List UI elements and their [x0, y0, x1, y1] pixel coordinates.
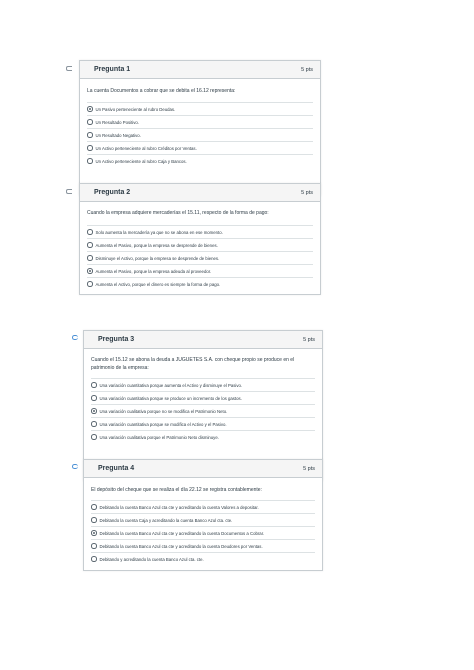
question-text: El depósito del cheque que se realiza el día 22.12 se registra contablemente: [91, 487, 262, 493]
answer-label: Debitando la cuenta Banco Azul cta cte y acreditando la cuenta Valores a depositar. [99, 504, 259, 510]
answer-label: Una variación cualitativa porque no se modifica el Patrimonio Neto. [99, 408, 228, 414]
question-text: La cuenta Documentos a cobrar que se debita el 16.12 representa: [87, 88, 236, 94]
question-card-2 [79, 183, 321, 295]
answer-label: Un Pasivo perteneciente al rubro Deudas. [95, 106, 176, 112]
flag-question-icon[interactable] [72, 464, 78, 469]
answer-label: Debitando la cuenta Banco Azul cta cte y acreditando la cuenta Documentos a Cobrar. [99, 530, 265, 536]
answer-option[interactable] [87, 102, 313, 115]
answer-label: Debitando la cuenta Caja y acreditando la cuenta Banco Azul cta. cte. [99, 517, 233, 523]
question-points: 5 pts [301, 189, 313, 196]
radio-button[interactable] [87, 255, 93, 261]
radio-button[interactable] [91, 530, 97, 536]
question-points: 5 pts [301, 66, 313, 73]
answer-option[interactable] [87, 154, 313, 167]
answer-option[interactable] [87, 238, 313, 251]
radio-button[interactable] [91, 395, 97, 401]
question-header [84, 460, 322, 478]
radio-button[interactable] [87, 132, 93, 138]
answer-option[interactable] [91, 539, 315, 552]
answer-option[interactable] [91, 430, 315, 443]
answer-option[interactable] [91, 404, 315, 417]
radio-button[interactable] [91, 504, 97, 510]
answer-label: Aumenta el Pasivo, porque la empresa se desprende de bienes. [95, 242, 218, 248]
radio-button[interactable] [87, 268, 93, 274]
answer-option[interactable] [87, 277, 313, 290]
radio-button[interactable] [87, 119, 93, 125]
question-points: 5 pts [303, 465, 315, 472]
answer-label: Un Activo perteneciente al rubro Caja y Bancos. [95, 158, 187, 164]
question-title: Pregunta 3 [98, 336, 135, 343]
question-text [91, 357, 294, 372]
answer-label: Un Resultado Negativo. [95, 132, 141, 138]
answer-option[interactable] [91, 500, 315, 513]
answer-option[interactable] [87, 225, 313, 238]
answer-label: Aumenta el Activo, porque el dinero es siempre la forma de pago. [95, 281, 221, 287]
radio-button[interactable] [87, 145, 93, 151]
question-header [80, 61, 320, 79]
radio-button[interactable] [87, 158, 93, 164]
question-title: Pregunta 4 [98, 465, 135, 472]
radio-button[interactable] [91, 543, 97, 549]
answer-label: Una variación cuantitativa porque se modifica el Activo y el Pasivo. [99, 421, 227, 427]
question-title: Pregunta 2 [94, 189, 131, 196]
radio-button[interactable] [87, 281, 93, 287]
answer-label: Disminuye el Activo, porque la empresa se desprende de bienes. [95, 255, 220, 261]
radio-button[interactable] [87, 106, 93, 112]
radio-button[interactable] [87, 229, 93, 235]
flag-question-icon[interactable] [66, 66, 72, 71]
question-header [84, 331, 322, 349]
answer-label: Solo aumenta la mercadería ya que no se abona en ese momento. [95, 229, 223, 235]
radio-button[interactable] [91, 434, 97, 440]
radio-button[interactable] [91, 382, 97, 388]
answer-option[interactable] [87, 264, 313, 277]
answer-option[interactable] [87, 115, 313, 128]
question-text-line: Cuando el 15.12 se abona la deuda a JUGUETES S.A. con cheque propio se produce en el [91, 357, 295, 363]
question-title: Pregunta 1 [94, 66, 131, 73]
answer-list [91, 378, 315, 443]
answer-option[interactable] [87, 128, 313, 141]
answer-option[interactable] [91, 552, 315, 565]
answer-label: Aumenta el Pasivo, porque la empresa adeuda al proveedor. [95, 268, 212, 274]
answer-option[interactable] [91, 417, 315, 430]
radio-button[interactable] [91, 408, 97, 414]
answer-label: Un Activo perteneciente al rubro Créditos por Ventas. [95, 145, 197, 151]
question-points: 5 pts [303, 336, 315, 343]
radio-button[interactable] [91, 421, 97, 427]
answer-option[interactable] [87, 141, 313, 154]
answer-label: Una variación cualitativa porque el Patrimonio Neto disminuye. [99, 434, 219, 440]
answer-option[interactable] [91, 391, 315, 404]
answer-list [87, 102, 313, 167]
question-card-4 [83, 459, 323, 571]
question-text: Cuando la empresa adquiere mercaderías el 15.11, respecto de la forma de pago: [87, 210, 269, 216]
flag-question-icon[interactable] [66, 189, 72, 194]
answer-option[interactable] [91, 526, 315, 539]
question-text-line: patrimonio de la empresa: [91, 364, 149, 371]
answer-label: Un Resultado Positivo. [95, 119, 139, 125]
answer-option[interactable] [87, 251, 313, 264]
answer-label: Debitando la cuenta Banco Azul cta cte y acreditando la cuenta Deudores por Ventas. [99, 543, 263, 549]
flag-question-icon[interactable] [72, 335, 78, 340]
question-card-1 [79, 60, 321, 196]
question-header [80, 184, 320, 202]
answer-label: Una variación cuantitativa porque se produce un incremento de los gastos. [99, 395, 242, 401]
radio-button[interactable] [91, 556, 97, 562]
answer-label: Una variación cuantitativa porque aumenta el Activo y disminuye el Pasivo. [99, 382, 243, 388]
answer-option[interactable] [91, 513, 315, 526]
answer-list [87, 225, 313, 290]
radio-button[interactable] [87, 242, 93, 248]
answer-label: Debitando y acreditando la cuenta Banco Azul cta. cte. [99, 556, 204, 562]
radio-button[interactable] [91, 517, 97, 523]
answer-option[interactable] [91, 378, 315, 391]
answer-list [91, 500, 315, 565]
